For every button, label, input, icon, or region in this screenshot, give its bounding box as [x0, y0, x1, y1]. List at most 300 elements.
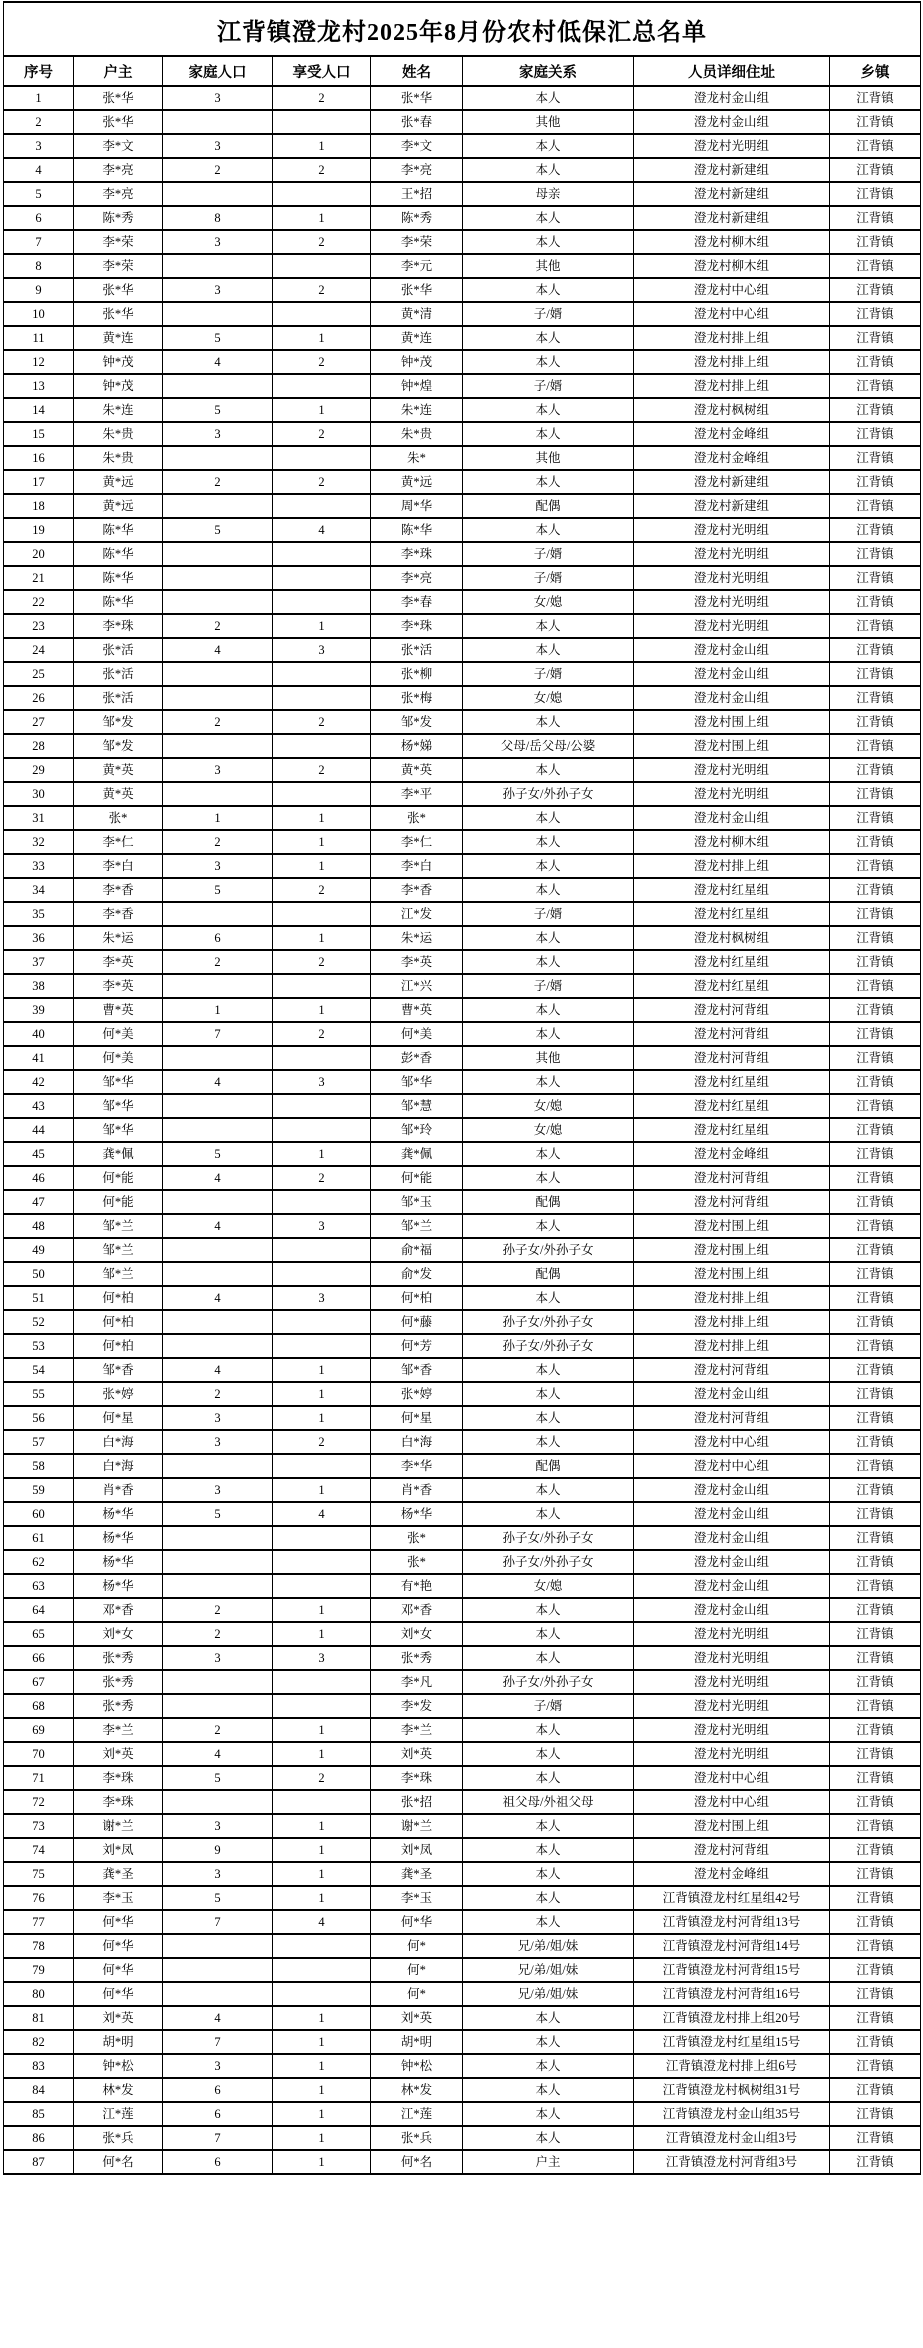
table-cell: 张*招 [371, 1790, 463, 1814]
table-cell: 72 [4, 1790, 74, 1814]
table-cell: 4 [4, 158, 74, 182]
table-cell: 澄龙村金山组 [634, 806, 830, 830]
table-cell: 朱*运 [74, 926, 163, 950]
table-cell: 本人 [463, 1646, 634, 1670]
table-cell: 俞*福 [371, 1238, 463, 1262]
table-row [4, 710, 921, 734]
table-cell: 51 [4, 1286, 74, 1310]
table-cell: 30 [4, 782, 74, 806]
table-cell: 邹*华 [371, 1070, 463, 1094]
table-cell: 78 [4, 1934, 74, 1958]
table-cell: 1 [273, 326, 371, 350]
table-cell: 龚*圣 [74, 1862, 163, 1886]
table-cell: 74 [4, 1838, 74, 1862]
table-row [4, 1430, 921, 1454]
table-cell: 江背镇 [830, 1646, 921, 1670]
table-cell: 李*发 [371, 1694, 463, 1718]
table-cell [163, 1190, 273, 1214]
table-cell: 80 [4, 1982, 74, 2006]
table-cell: 7 [4, 230, 74, 254]
table-cell: 澄龙村金山组 [634, 1598, 830, 1622]
table-cell: 澄龙村光明组 [634, 134, 830, 158]
table-cell [273, 1094, 371, 1118]
table-cell: 黄*连 [74, 326, 163, 350]
table-cell: 7 [163, 2126, 273, 2150]
table-cell: 张*秀 [74, 1646, 163, 1670]
table-cell: 澄龙村中心组 [634, 278, 830, 302]
table-cell: 澄龙村围上组 [634, 1214, 830, 1238]
table-cell: 江背镇 [830, 1478, 921, 1502]
table-cell [273, 1118, 371, 1142]
table-cell: 77 [4, 1910, 74, 1934]
table-cell [273, 1694, 371, 1718]
table-cell: 江背镇 [830, 2102, 921, 2126]
table-cell: 江背镇 [830, 446, 921, 470]
table-row [4, 2078, 921, 2102]
table-cell: 1 [273, 2054, 371, 2078]
table-cell: 澄龙村排上组 [634, 350, 830, 374]
table-cell: 1 [163, 998, 273, 1022]
table-cell: 彭*香 [371, 1046, 463, 1070]
table-cell: 江背镇 [830, 830, 921, 854]
table-cell: 江背镇 [830, 374, 921, 398]
table-cell: 李*香 [74, 902, 163, 926]
table-cell: 本人 [463, 230, 634, 254]
table-row [4, 566, 921, 590]
table-cell: 其他 [463, 1046, 634, 1070]
table-cell: 兄/弟/姐/妹 [463, 1982, 634, 2006]
table-cell: 2 [273, 758, 371, 782]
table-cell [273, 662, 371, 686]
table-cell: 江背镇 [830, 350, 921, 374]
table-cell: 2 [273, 278, 371, 302]
table-cell: 江背镇 [830, 1622, 921, 1646]
table-cell: 李*珠 [371, 542, 463, 566]
table-cell: 江背镇 [830, 2030, 921, 2054]
table-cell: 澄龙村围上组 [634, 734, 830, 758]
table-cell: 李*华 [371, 1454, 463, 1478]
table-cell: 2 [273, 470, 371, 494]
table-cell: 兄/弟/姐/妹 [463, 1934, 634, 1958]
table-cell: 曹*英 [371, 998, 463, 1022]
table-row [4, 110, 921, 134]
table-row [4, 1166, 921, 1190]
table-cell [273, 374, 371, 398]
table-row [4, 1886, 921, 1910]
table-row [4, 2054, 921, 2078]
table-cell [273, 1238, 371, 1262]
table-cell [273, 782, 371, 806]
table-cell: 江背镇 [830, 206, 921, 230]
table-cell: 杨*华 [371, 1502, 463, 1526]
table-row [4, 2030, 921, 2054]
table-cell: 澄龙村中心组 [634, 1766, 830, 1790]
table-body [4, 86, 921, 2174]
table-cell: 4 [273, 518, 371, 542]
table-row [4, 1622, 921, 1646]
table-cell: 李*香 [371, 878, 463, 902]
table-cell: 江背镇 [830, 854, 921, 878]
table-cell: 澄龙村围上组 [634, 1814, 830, 1838]
table-cell: 67 [4, 1670, 74, 1694]
table-cell [273, 1526, 371, 1550]
table-cell: 本人 [463, 710, 634, 734]
table-cell: 49 [4, 1238, 74, 1262]
table-cell: 江背镇 [830, 902, 921, 926]
table-cell: 江背镇 [830, 1118, 921, 1142]
table-cell: 1 [163, 806, 273, 830]
table-cell: 36 [4, 926, 74, 950]
table-row [4, 878, 921, 902]
table-cell: 孙子女/外孙子女 [463, 1334, 634, 1358]
table-cell: 6 [163, 2078, 273, 2102]
table-cell: 李*仁 [74, 830, 163, 854]
table-cell: 黄*连 [371, 326, 463, 350]
table-cell: 女/媳 [463, 1094, 634, 1118]
table-row [4, 86, 921, 110]
table-cell [163, 1574, 273, 1598]
table-cell: 李*珠 [371, 1766, 463, 1790]
table-cell: 澄龙村河背组 [634, 998, 830, 1022]
table-cell: 1 [4, 86, 74, 110]
header-cell-4: 姓名 [371, 56, 463, 86]
table-cell [163, 1310, 273, 1334]
table-cell: 6 [163, 2150, 273, 2174]
table-cell: 张*春 [371, 110, 463, 134]
table-cell: 杨*华 [74, 1502, 163, 1526]
table-cell: 3 [163, 278, 273, 302]
table-cell: 本人 [463, 638, 634, 662]
welfare-summary-table [3, 1, 921, 2175]
table-row [4, 734, 921, 758]
table-cell: 张* [74, 806, 163, 830]
table-cell: 江背镇 [830, 1094, 921, 1118]
table-cell: 江背镇 [830, 398, 921, 422]
table-cell: 子/婿 [463, 662, 634, 686]
table-cell: 张* [371, 1550, 463, 1574]
table-cell: 40 [4, 1022, 74, 1046]
header-cell-0: 序号 [4, 56, 74, 86]
table-cell: 澄龙村围上组 [634, 1262, 830, 1286]
table-cell: 3 [273, 1070, 371, 1094]
table-cell: 1 [273, 1814, 371, 1838]
table-cell: 子/婿 [463, 374, 634, 398]
table-cell: 澄龙村红星组 [634, 974, 830, 998]
table-cell: 1 [273, 2078, 371, 2102]
table-cell: 江背镇 [830, 1838, 921, 1862]
table-cell: 澄龙村河背组 [634, 1838, 830, 1862]
table-cell [273, 1550, 371, 1574]
table-cell: 6 [4, 206, 74, 230]
table-cell: 澄龙村河背组 [634, 1190, 830, 1214]
table-row [4, 1814, 921, 1838]
table-row [4, 1238, 921, 1262]
table-row [4, 926, 921, 950]
table-cell: 3 [163, 758, 273, 782]
table-cell: 澄龙村光明组 [634, 782, 830, 806]
table-cell: 张*柳 [371, 662, 463, 686]
table-cell: 1 [273, 1358, 371, 1382]
table-cell: 江背镇 [830, 2054, 921, 2078]
table-cell: 邹*兰 [74, 1238, 163, 1262]
table-cell: 江背镇澄龙村红星组15号 [634, 2030, 830, 2054]
table-cell [273, 1958, 371, 1982]
table-cell [163, 902, 273, 926]
table-cell: 38 [4, 974, 74, 998]
table-cell: 张*秀 [74, 1694, 163, 1718]
table-cell: 张*活 [371, 638, 463, 662]
table-cell: 邹*发 [74, 734, 163, 758]
table-cell [273, 1670, 371, 1694]
table-cell: 5 [163, 1142, 273, 1166]
table-cell: 1 [273, 1886, 371, 1910]
table-cell: 何*柏 [74, 1286, 163, 1310]
table-cell: 其他 [463, 446, 634, 470]
table-cell: 本人 [463, 350, 634, 374]
table-cell: 本人 [463, 1478, 634, 1502]
table-cell: 何* [371, 1958, 463, 1982]
table-cell: 王*招 [371, 182, 463, 206]
table-cell: 3 [273, 1646, 371, 1670]
table-row [4, 446, 921, 470]
table-cell: 1 [273, 998, 371, 1022]
table-row [4, 1910, 921, 1934]
table-cell: 李*兰 [371, 1718, 463, 1742]
table-cell: 女/媳 [463, 1574, 634, 1598]
table-cell: 31 [4, 806, 74, 830]
table-cell: 1 [273, 1406, 371, 1430]
table-cell: 江背镇 [830, 1046, 921, 1070]
table-cell: 江背镇澄龙村红星组42号 [634, 1886, 830, 1910]
table-cell [163, 1934, 273, 1958]
table-cell: 2 [163, 158, 273, 182]
table-cell: 澄龙村柳木组 [634, 230, 830, 254]
table-cell [163, 566, 273, 590]
table-cell: 2 [163, 1622, 273, 1646]
table-cell: 6 [163, 2102, 273, 2126]
table-cell: 江背镇 [830, 1142, 921, 1166]
table-row [4, 1982, 921, 2006]
table-cell: 澄龙村光明组 [634, 542, 830, 566]
table-cell: 刘*英 [371, 1742, 463, 1766]
table-cell: 本人 [463, 1502, 634, 1526]
table-cell: 江背镇 [830, 1670, 921, 1694]
table-cell: 4 [163, 1070, 273, 1094]
table-cell: 何*美 [371, 1022, 463, 1046]
table-cell: 江背镇 [830, 302, 921, 326]
table-cell: 江背镇 [830, 2126, 921, 2150]
table-cell: 澄龙村金山组 [634, 1478, 830, 1502]
table-cell: 澄龙村排上组 [634, 1286, 830, 1310]
table-cell: 澄龙村红星组 [634, 1094, 830, 1118]
table-cell: 7 [163, 1022, 273, 1046]
table-cell: 朱*贵 [371, 422, 463, 446]
table-cell: 澄龙村红星组 [634, 902, 830, 926]
table-cell: 43 [4, 1094, 74, 1118]
table-cell: 1 [273, 1622, 371, 1646]
table-cell: 江背镇 [830, 1022, 921, 1046]
table-cell: 钟*茂 [74, 350, 163, 374]
table-cell: 澄龙村新建组 [634, 182, 830, 206]
table-row [4, 230, 921, 254]
table-cell: 26 [4, 686, 74, 710]
table-cell: 邹*发 [74, 710, 163, 734]
table-cell [163, 182, 273, 206]
table-cell: 孙子女/外孙子女 [463, 1526, 634, 1550]
table-row [4, 1334, 921, 1358]
table-row [4, 902, 921, 926]
table-cell: 2 [163, 470, 273, 494]
table-row [4, 830, 921, 854]
table-row [4, 1742, 921, 1766]
table-cell: 朱*运 [371, 926, 463, 950]
table-cell: 李*珠 [371, 614, 463, 638]
table-cell: 本人 [463, 1022, 634, 1046]
table-cell: 17 [4, 470, 74, 494]
table-cell [273, 494, 371, 518]
table-cell: 邹*慧 [371, 1094, 463, 1118]
table-cell: 澄龙村金山组 [634, 1526, 830, 1550]
table-cell: 江背镇 [830, 1958, 921, 1982]
table-cell: 本人 [463, 1214, 634, 1238]
table-cell: 33 [4, 854, 74, 878]
table-row [4, 1262, 921, 1286]
table-cell: 55 [4, 1382, 74, 1406]
table-cell: 张*活 [74, 686, 163, 710]
table-cell: 68 [4, 1694, 74, 1718]
table-cell: 子/婿 [463, 566, 634, 590]
table-cell: 1 [273, 614, 371, 638]
table-cell: 张*秀 [371, 1646, 463, 1670]
table-cell: 5 [4, 182, 74, 206]
table-cell: 1 [273, 2150, 371, 2174]
table-cell: 江背镇 [830, 1766, 921, 1790]
table-cell: 子/婿 [463, 902, 634, 926]
table-cell: 1 [273, 1862, 371, 1886]
table-cell: 1 [273, 206, 371, 230]
table-cell: 张*秀 [74, 1670, 163, 1694]
table-cell: 澄龙村柳木组 [634, 254, 830, 278]
table-cell: 何*星 [371, 1406, 463, 1430]
table-cell: 户主 [463, 2150, 634, 2174]
table-cell: 陈*秀 [371, 206, 463, 230]
table-cell: 李*英 [371, 950, 463, 974]
table-cell: 本人 [463, 158, 634, 182]
table-cell: 50 [4, 1262, 74, 1286]
table-cell: 黄*英 [371, 758, 463, 782]
table-row [4, 614, 921, 638]
table-cell: 本人 [463, 1142, 634, 1166]
table-cell: 44 [4, 1118, 74, 1142]
table-cell [273, 1934, 371, 1958]
table-cell: 3 [163, 1478, 273, 1502]
table-row [4, 158, 921, 182]
table-cell: 53 [4, 1334, 74, 1358]
table-cell: 23 [4, 614, 74, 638]
table-cell: 46 [4, 1166, 74, 1190]
table-cell: 张* [371, 1526, 463, 1550]
table-cell [273, 566, 371, 590]
table-cell: 何*美 [74, 1046, 163, 1070]
table-cell: 张*华 [74, 302, 163, 326]
table-cell: 江背镇 [830, 158, 921, 182]
table-cell: 朱*贵 [74, 422, 163, 446]
table-cell: 邹*香 [371, 1358, 463, 1382]
table-cell [163, 1334, 273, 1358]
table-cell: 何*星 [74, 1406, 163, 1430]
table-cell: 澄龙村河背组 [634, 1358, 830, 1382]
table-row [4, 854, 921, 878]
table-cell: 张*华 [371, 86, 463, 110]
table-cell: 张*华 [74, 110, 163, 134]
table-cell: 江背镇 [830, 782, 921, 806]
table-cell: 江背镇 [830, 1166, 921, 1190]
table-cell: 钟*茂 [371, 350, 463, 374]
table-cell: 澄龙村光明组 [634, 590, 830, 614]
table-cell: 2 [273, 422, 371, 446]
table-cell: 朱*连 [74, 398, 163, 422]
table-cell: 4 [163, 1742, 273, 1766]
table-cell: 江背镇 [830, 1262, 921, 1286]
table-cell: 邹*华 [74, 1118, 163, 1142]
table-cell: 本人 [463, 2102, 634, 2126]
table-cell: 钟*松 [371, 2054, 463, 2078]
table-cell [163, 494, 273, 518]
table-cell: 江背镇 [830, 278, 921, 302]
table-row [4, 1046, 921, 1070]
table-cell: 李*白 [371, 854, 463, 878]
table-cell [273, 1454, 371, 1478]
table-cell: 张*梅 [371, 686, 463, 710]
table-cell: 3 [163, 1814, 273, 1838]
table-cell: 刘*英 [74, 1742, 163, 1766]
table-cell: 本人 [463, 1886, 634, 1910]
table-cell: 澄龙村红星组 [634, 950, 830, 974]
table-cell: 李*平 [371, 782, 463, 806]
table-cell [163, 1526, 273, 1550]
table-cell: 江背镇澄龙村河背组15号 [634, 1958, 830, 1982]
table-cell: 江*发 [371, 902, 463, 926]
table-row [4, 182, 921, 206]
table-cell: 4 [163, 1358, 273, 1382]
table-cell: 5 [163, 518, 273, 542]
table-cell: 李*荣 [371, 230, 463, 254]
table-cell: 3 [273, 1286, 371, 1310]
table-cell: 2 [163, 950, 273, 974]
table-cell [163, 686, 273, 710]
table-cell [273, 254, 371, 278]
title-row [4, 2, 921, 56]
table-cell: 黄*清 [371, 302, 463, 326]
header-row [4, 56, 921, 86]
table-cell: 2 [273, 950, 371, 974]
table-cell: 其他 [463, 110, 634, 134]
table-cell: 57 [4, 1430, 74, 1454]
table-cell: 黄*远 [74, 494, 163, 518]
table-cell [163, 542, 273, 566]
table-cell: 本人 [463, 1742, 634, 1766]
table-row [4, 134, 921, 158]
table-cell: 4 [163, 1214, 273, 1238]
table-cell: 龚*佩 [74, 1142, 163, 1166]
table-cell: 澄龙村中心组 [634, 302, 830, 326]
table-row [4, 638, 921, 662]
table-cell: 29 [4, 758, 74, 782]
header-cell-2: 家庭人口 [163, 56, 273, 86]
table-cell: 江背镇 [830, 1238, 921, 1262]
table-cell: 本人 [463, 1838, 634, 1862]
table-cell [273, 182, 371, 206]
